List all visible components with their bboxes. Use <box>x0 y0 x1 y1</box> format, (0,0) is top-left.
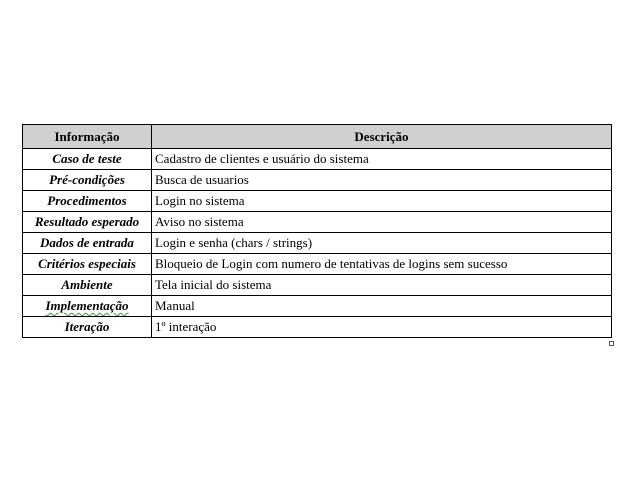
table-row <box>23 149 612 170</box>
row-label-ambiente[interactable]: Ambiente <box>23 275 152 296</box>
row-value-ambiente[interactable]: Tela inicial do sistema <box>152 275 612 296</box>
table-row <box>23 275 612 296</box>
table-row <box>23 254 612 275</box>
row-value-criterios-especiais[interactable]: Bloqueio de Login com numero de tentativas de logins sem sucesso <box>152 254 612 275</box>
row-value-procedimentos[interactable]: Login no sistema <box>152 191 612 212</box>
row-label-dados-de-entrada[interactable]: Dados de entrada <box>23 233 152 254</box>
row-label-caso-de-teste[interactable]: Caso de teste <box>23 149 152 170</box>
table-header-row <box>23 125 612 149</box>
test-case-table[interactable] <box>22 124 612 338</box>
table-row <box>23 170 612 191</box>
row-value-resultado-esperado[interactable]: Aviso no sistema <box>152 212 612 233</box>
spellcheck-underlined-text: Implementação <box>45 298 129 313</box>
row-label-procedimentos[interactable]: Procedimentos <box>23 191 152 212</box>
table-resize-handle[interactable] <box>609 341 614 346</box>
row-label-pre-condicoes[interactable]: Pré-condições <box>23 170 152 191</box>
row-value-caso-de-teste[interactable]: Cadastro de clientes e usuário do sistema <box>152 149 612 170</box>
row-value-iteracao[interactable]: 1º interação <box>152 317 612 338</box>
row-label-resultado-esperado[interactable]: Resultado esperado <box>23 212 152 233</box>
table-row <box>23 212 612 233</box>
row-value-dados-de-entrada[interactable]: Login e senha (chars / strings) <box>152 233 612 254</box>
table-row <box>23 233 612 254</box>
header-informacao[interactable]: Informação <box>23 125 152 149</box>
row-label-implementacao[interactable] <box>23 296 152 317</box>
table-row <box>23 191 612 212</box>
row-label-criterios-especiais[interactable]: Critérios especiais <box>23 254 152 275</box>
row-label-iteracao[interactable]: Iteração <box>23 317 152 338</box>
row-value-implementacao[interactable]: Manual <box>152 296 612 317</box>
row-value-pre-condicoes[interactable]: Busca de usuarios <box>152 170 612 191</box>
header-descricao[interactable]: Descrição <box>152 125 612 149</box>
table-row <box>23 317 612 338</box>
table-row <box>23 296 612 317</box>
